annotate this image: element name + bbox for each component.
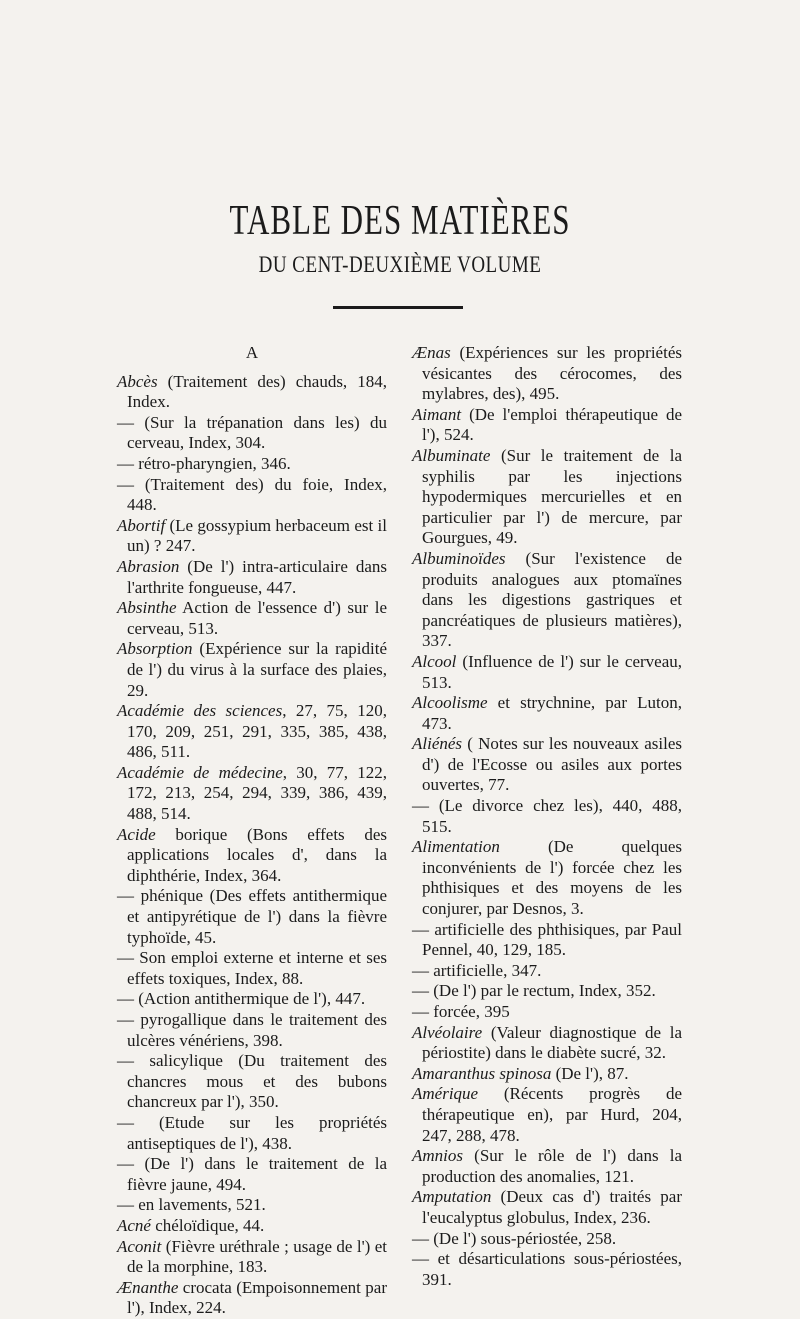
entry-headword: Acné [117, 1215, 151, 1235]
index-entry [412, 734, 682, 796]
entry-text: — phénique (Des effets antithermique et antipyrétique de l') dans la fièvre typhoïde, 45. [117, 886, 387, 947]
entry-text: , 30, 77, 122, 172, 213, 254, 294, 339, 386, 439, 488, 514. [127, 762, 387, 824]
index-entry [412, 693, 682, 734]
entry-text: (Sur le traitement de la syphilis par les injections hypodermiques mercurielles et en particulier par l') de mercure, par Gourgues, 49. [422, 445, 682, 548]
entry-text: (Sur le rôle de l') dans la production des anomalies, 121. [422, 1146, 682, 1186]
entry-headword: Alcoolisme [412, 693, 488, 713]
entry-text: (Valeur diagnostique de la périostite) dans le diabète sucré, 32. [422, 1022, 682, 1063]
index-column-right [412, 343, 682, 1290]
entry-headword: Acide [117, 824, 156, 844]
index-entry [117, 413, 387, 454]
entry-text: — forcée, 395 [412, 1002, 510, 1021]
entry-text: — artificielle, 347. [412, 960, 542, 980]
index-entry [117, 1051, 387, 1113]
entry-text: — (Traitement des) du foie, Index, 448. [117, 474, 387, 515]
entry-text: (Récents progrès de thérapeutique en), par Hurd, 204, 247, 288, 478. [422, 1084, 682, 1145]
index-entry [412, 981, 682, 1002]
index-entry [117, 372, 387, 413]
title-rule [333, 306, 463, 309]
index-entry [412, 1023, 682, 1064]
entry-list-left [117, 372, 387, 1319]
page-subtitle: DU CENT-DEUXIÈME VOLUME [258, 253, 542, 279]
entry-text: crocata (Empoisonnement par l'), Index, 224. [127, 1277, 387, 1318]
entry-text: et strychnine, par Luton, 473. [422, 693, 682, 733]
index-entry [117, 1237, 387, 1278]
entry-headword: Académie de médecine [117, 762, 283, 782]
entry-text: (Traitement des) chauds, 184, Index. [127, 371, 387, 412]
entry-text: (Fièvre uréthrale ; usage de l') et de la morphine, 183. [127, 1236, 387, 1277]
section-letter: A [245, 343, 259, 362]
entry-text: (Le gossypium herbaceum est il un) ? 247. [127, 515, 387, 556]
entry-headword: Abrasion [117, 556, 180, 576]
index-column-left [117, 343, 387, 1319]
index-entry [412, 343, 682, 405]
entry-headword: Aimant [412, 404, 462, 424]
entry-headword: Alimentation [412, 837, 500, 857]
index-entry [117, 1278, 387, 1319]
index-entry [117, 557, 387, 598]
entry-text: , 27, 75, 120, 170, 209, 251, 291, 335, 385, 438, 486, 511. [127, 701, 387, 762]
entry-text: — artificielle des phthisiques, par Paul Pennel, 40, 129, 185. [412, 919, 682, 960]
entry-list-right [412, 343, 682, 1290]
index-entry [117, 825, 387, 887]
index-entry [412, 1146, 682, 1187]
entry-headword: Amputation [412, 1187, 492, 1207]
entry-headword: Abcès [117, 371, 158, 391]
entry-text: — pyrogallique dans le traitement des ulcères vénériens, 398. [117, 1010, 387, 1050]
index-entry [412, 961, 682, 982]
index-entry [117, 989, 387, 1010]
entry-text: (Sur l'existence de produits analogues aux ptomaïnes dans les digestions gastriques et pancréatiques de plusieurs matières), 337. [422, 548, 682, 651]
entry-text: (De l'), 87. [551, 1063, 629, 1083]
entry-headword: Amérique [412, 1084, 479, 1104]
entry-text: — (Sur la trépanation dans les) du cerveau, Index, 304. [117, 412, 387, 453]
index-entry [117, 1154, 387, 1195]
entry-headword: Aconit [117, 1236, 162, 1256]
entry-text: (Expériences sur les propriétés vésicantes des cérocomes, des mylabres, des), 495. [422, 343, 682, 404]
index-entry [117, 1216, 387, 1237]
page-title: TABLE DES MATIÈRES [229, 196, 571, 244]
index-entry [412, 1084, 682, 1146]
index-entry [117, 454, 387, 475]
entry-headword: Amnios [412, 1146, 463, 1166]
index-entry [117, 763, 387, 825]
entry-headword: Ænas [412, 343, 451, 362]
entry-text: Action de l'essence d') sur le cerveau, 513. [127, 598, 387, 638]
entry-text: (De l') intra-articulaire dans l'arthrite fongueuse, 447. [127, 556, 387, 597]
index-entry [117, 1010, 387, 1051]
entry-text: — (Etude sur les propriétés antiseptiques de l'), 438. [117, 1112, 387, 1153]
entry-text: chéloïdique, 44. [150, 1215, 265, 1235]
entry-text: — (De l') sous-périostée, 258. [412, 1228, 617, 1248]
entry-text: — (Action antithermique de l'), 447. [117, 989, 366, 1009]
index-entry [117, 639, 387, 701]
index-entry [412, 405, 682, 446]
entry-headword: Albuminate [412, 445, 491, 465]
index-entry [117, 886, 387, 948]
entry-text: ( Notes sur les nouveaux asiles d') de l'Ecosse ou asiles aux portes ouvertes, 77. [422, 734, 682, 795]
index-entry [412, 549, 682, 652]
index-entry [117, 948, 387, 989]
entry-text: — en lavements, 521. [117, 1195, 266, 1215]
index-entry [412, 1249, 682, 1290]
index-entry [117, 1195, 387, 1216]
index-entry [412, 1064, 682, 1085]
entry-text: — Son emploi externe et interne et ses effets toxiques, Index, 88. [117, 948, 387, 988]
entry-text: — rétro-pharyngien, 346. [117, 453, 291, 473]
entry-headword: Absinthe [117, 598, 177, 618]
entry-headword: Aliénés [412, 734, 463, 754]
index-entry [412, 796, 682, 837]
entry-text: (Expérience sur la rapidité de l') du virus à la surface des plaies, 29. [127, 639, 387, 700]
entry-headword: Académie des sciences [117, 701, 283, 721]
entry-headword: Abortif [117, 515, 166, 535]
entry-headword: Absorption [117, 639, 193, 659]
entry-text: (Influence de l') sur le cerveau, 513. [422, 651, 682, 692]
index-entry [412, 1187, 682, 1228]
entry-text: (De l'emploi thérapeutique de l'), 524. [422, 404, 682, 445]
index-entry [117, 1113, 387, 1154]
entry-headword: Albuminoïdes [412, 548, 506, 568]
entry-text: borique (Bons effets des applications locales d', dans la diphthérie, Index, 364. [127, 824, 387, 885]
index-entry [412, 446, 682, 549]
index-entry [412, 837, 682, 919]
index-entry [412, 1002, 682, 1023]
entry-headword: Ænanthe [117, 1277, 179, 1297]
entry-text: — et désarticulations sous-périostées, 391. [412, 1249, 682, 1289]
entry-headword: Alvéolaire [412, 1022, 483, 1042]
entry-headword: Alcool [412, 651, 457, 671]
entry-text: — (De l') par le rectum, Index, 352. [412, 981, 656, 1001]
index-entry [117, 516, 387, 557]
entry-headword: Amaranthus spinosa [412, 1063, 552, 1083]
entry-text: (De quelques inconvénients de l') forcée chez les phthisiques et des moyens de les conjurer, par Desnos, 3. [422, 837, 682, 919]
index-entry [412, 652, 682, 693]
entry-text: (Deux cas d') traités par l'eucalyptus globulus, Index, 236. [422, 1187, 682, 1227]
index-entry [117, 598, 387, 639]
entry-text: — salicylique (Du traitement des chancres mous et des bubons chancreux par l'), 350. [117, 1051, 387, 1112]
index-entry [412, 920, 682, 961]
index-entry [412, 1229, 682, 1250]
index-entry [117, 701, 387, 763]
entry-text: — (De l') dans le traitement de la fièvre jaune, 494. [117, 1154, 387, 1194]
index-entry [117, 475, 387, 516]
entry-text: — (Le divorce chez les), 440, 488, 515. [412, 796, 682, 836]
